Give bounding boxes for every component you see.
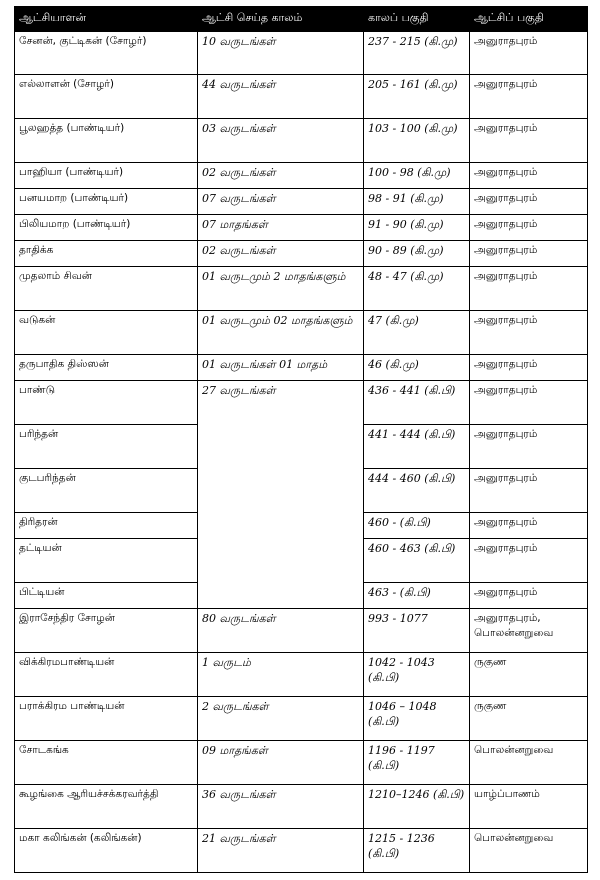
table-row [15,741,588,785]
period-cell: 90 - 89 (கி.மு) [364,241,470,267]
period-cell: 237 - 215 (கி.மு) [364,32,470,75]
table-row [15,163,588,189]
period-cell: 436 - 441 (கி.பி) [364,381,470,425]
ruler-cell: வடுகன் [15,311,198,355]
table-row [15,267,588,311]
region-cell: அனுராதபுரம் [470,119,588,163]
region-cell: பொலன்னறுவை [470,741,588,785]
period-cell: 1215 - 1236 (கி.பி) [364,829,470,873]
ruler-cell: பிட்டியன் [15,583,198,609]
ruler-cell: பூலஹத்த (பாண்டியர்) [15,119,198,163]
ruler-cell: பாஹியா (பாண்டியர்) [15,163,198,189]
region-cell: அனுராதபுரம் [470,381,588,425]
ruler-cell: தட்டியன் [15,539,198,583]
table-row [15,32,588,75]
duration-cell: 02 வருடங்கள் [198,163,364,189]
period-cell: 1196 - 1197 (கி.பி) [364,741,470,785]
period-cell: 46 (கி.மு) [364,355,470,381]
duration-cell: 02 வருடங்கள் [198,241,364,267]
region-cell: அனுராதபுரம் [470,189,588,215]
duration-cell: 44 வருடங்கள் [198,75,364,119]
table-row [15,653,588,697]
table-row [15,241,588,267]
table-row [15,75,588,119]
ruler-cell: சோடகங்க [15,741,198,785]
period-cell: 48 - 47 (கி.மு) [364,267,470,311]
duration-cell: 03 வருடங்கள் [198,119,364,163]
region-cell: அனுராதபுரம் [470,32,588,75]
period-cell: 1046 – 1048 (கி.பி) [364,697,470,741]
header-period: காலப் பகுதி [364,7,470,32]
duration-cell: 80 வருடங்கள் [198,609,364,653]
region-cell: அனுராதபுரம், பொலன்னறுவை [470,609,588,653]
duration-cell: 01 வருடங்கள் 01 மாதம் [198,355,364,381]
region-cell: அனுராதபுரம் [470,75,588,119]
duration-cell: 07 வருடங்கள் [198,189,364,215]
duration-cell: 36 வருடங்கள் [198,785,364,829]
region-cell: அனுராதபுரம் [470,267,588,311]
ruler-cell: முதலாம் சிவன் [15,267,198,311]
ruler-cell: விக்கிரமபாண்டியன் [15,653,198,697]
ruler-cell: பனயமாற (பாண்டியர்) [15,189,198,215]
ruler-cell: குடபரிந்தன் [15,469,198,513]
ruler-cell: பராக்கிரம பாண்டியன் [15,697,198,741]
rulers-table [14,6,588,873]
period-cell: 444 - 460 (கி.பி) [364,469,470,513]
region-cell: ருகுண [470,653,588,697]
table-row [15,697,588,741]
ruler-cell: இராசேந்திர சோழன் [15,609,198,653]
ruler-cell: எல்லாளன் (சோழர்) [15,75,198,119]
ruler-cell: சேனன், குட்டிகன் (சோழர்) [15,32,198,75]
ruler-cell: பாண்டு [15,381,198,425]
table-row [15,215,588,241]
table-row [15,381,588,425]
region-cell: அனுராதபுரம் [470,163,588,189]
ruler-cell: தருபாதிக திஸ்ஸன் [15,355,198,381]
period-cell: 91 - 90 (கி.மு) [364,215,470,241]
region-cell: அனுராதபுரம் [470,539,588,583]
ruler-cell: மகா கலிங்கன் (கலிங்கன்) [15,829,198,873]
region-cell: அனுராதபுரம் [470,469,588,513]
period-cell: 98 - 91 (கி.மு) [364,189,470,215]
duration-cell: 2 வருடங்கள் [198,697,364,741]
region-cell: அனுராதபுரம் [470,513,588,539]
region-cell: அனுராதபுரம் [470,583,588,609]
ruler-cell: திரிதரன் [15,513,198,539]
period-cell: 463 - (கி.பி) [364,583,470,609]
table-row [15,609,588,653]
table-row [15,311,588,355]
duration-cell: 07 மாதங்கள் [198,215,364,241]
ruler-cell: பிலியமாற (பாண்டியர்) [15,215,198,241]
duration-cell: 21 வருடங்கள் [198,829,364,873]
period-cell: 460 - (கி.பி) [364,513,470,539]
region-cell: அனுராதபுரம் [470,425,588,469]
region-cell: அனுராதபுரம் [470,241,588,267]
period-cell: 47 (கி.மு) [364,311,470,355]
period-cell: 1210–1246 (கி.பி) [364,785,470,829]
period-cell: 100 - 98 (கி.மு) [364,163,470,189]
header-row [15,7,588,32]
duration-cell: 1 வருடம் [198,653,364,697]
region-cell: ருகுண [470,697,588,741]
region-cell: பொலன்னறுவை [470,829,588,873]
duration-cell: 09 மாதங்கள் [198,741,364,785]
ruler-cell: தாதிக்க [15,241,198,267]
ruler-cell: பரிந்தன் [15,425,198,469]
period-cell: 460 - 463 (கி.பி) [364,539,470,583]
period-cell: 205 - 161 (கி.மு) [364,75,470,119]
duration-cell: 27 வருடங்கள் [198,381,364,609]
period-cell: 103 - 100 (கி.மு) [364,119,470,163]
duration-cell: 01 வருடமும் 2 மாதங்களும் [198,267,364,311]
region-cell: அனுராதபுரம் [470,311,588,355]
period-cell: 441 - 444 (கி.பி) [364,425,470,469]
period-cell: 993 - 1077 [364,609,470,653]
header-duration: ஆட்சி செய்த காலம் [198,7,364,32]
ruler-cell: கூழங்கை ஆரியச்சக்கரவர்த்தி [15,785,198,829]
table-row [15,189,588,215]
duration-cell: 10 வருடங்கள் [198,32,364,75]
table-row [15,829,588,873]
table-row [15,355,588,381]
region-cell: அனுராதபுரம் [470,355,588,381]
table-row [15,119,588,163]
period-cell: 1042 - 1043 (கி.பி) [364,653,470,697]
region-cell: யாழ்ப்பாணம் [470,785,588,829]
region-cell: அனுராதபுரம் [470,215,588,241]
table-row [15,785,588,829]
header-region: ஆட்சிப் பகுதி [470,7,588,32]
header-ruler: ஆட்சியாளன் [15,7,198,32]
duration-cell: 01 வருடமும் 02 மாதங்களும் [198,311,364,355]
